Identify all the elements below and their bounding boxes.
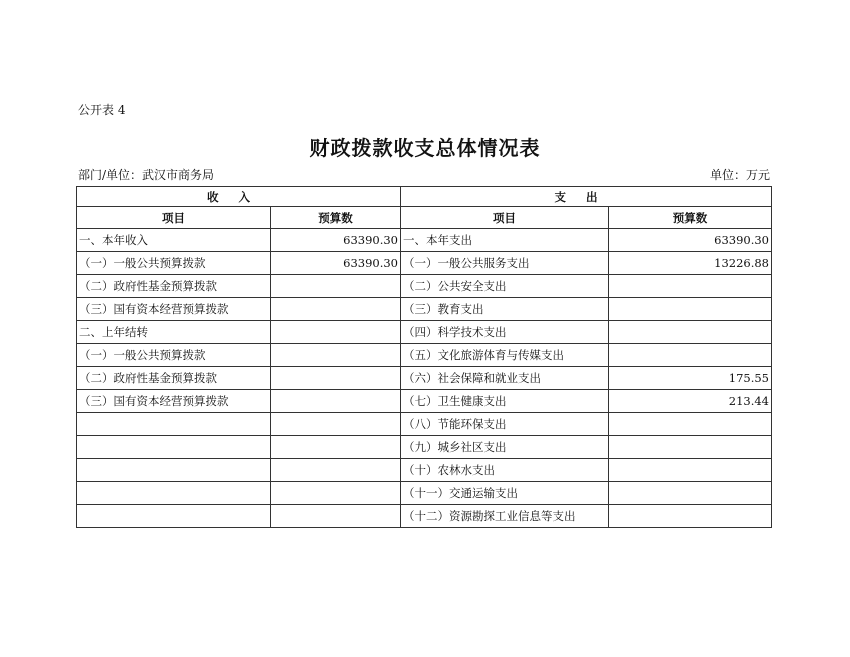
income-amount-cell	[271, 459, 401, 482]
table-row	[77, 252, 772, 275]
table-row	[77, 321, 772, 344]
income-amount-cell	[271, 344, 401, 367]
expense-amount-cell	[609, 482, 772, 505]
expense-item-cell: （十一）交通运输支出	[401, 482, 609, 505]
expense-amount-cell	[609, 459, 772, 482]
income-item-cell: 一、本年收入	[77, 229, 271, 252]
income-item-cell: （三）国有资本经营预算拨款	[77, 390, 271, 413]
budget-table	[76, 186, 772, 528]
expense-item-cell: （十二）资源勘探工业信息等支出	[401, 505, 609, 528]
income-amount-cell	[271, 298, 401, 321]
income-item-col-header: 项目	[77, 207, 271, 229]
income-item-cell	[77, 459, 271, 482]
expense-amount-cell: 13226.88	[609, 252, 772, 275]
table-row	[77, 505, 772, 528]
table-row	[77, 436, 772, 459]
table-row	[77, 459, 772, 482]
income-amount-cell	[271, 367, 401, 390]
income-item-cell: （三）国有资本经营预算拨款	[77, 298, 271, 321]
expense-item-cell: （七）卫生健康支出	[401, 390, 609, 413]
expense-item-cell: （五）文化旅游体育与传媒支出	[401, 344, 609, 367]
expense-item-cell: （八）节能环保支出	[401, 413, 609, 436]
income-item-cell	[77, 413, 271, 436]
income-amount-cell	[271, 436, 401, 459]
income-item-cell: （二）政府性基金预算拨款	[77, 275, 271, 298]
expense-item-cell: （九）城乡社区支出	[401, 436, 609, 459]
expense-item-cell: （六）社会保障和就业支出	[401, 367, 609, 390]
expense-amount-cell: 63390.30	[609, 229, 772, 252]
income-budget-col-header: 预算数	[271, 207, 401, 229]
income-item-cell	[77, 436, 271, 459]
income-item-cell: （二）政府性基金预算拨款	[77, 367, 271, 390]
income-item-cell	[77, 482, 271, 505]
form-number: 公开表 4	[78, 103, 126, 117]
expense-item-cell: （四）科学技术支出	[401, 321, 609, 344]
expense-amount-cell	[609, 413, 772, 436]
expense-item-cell: （一）一般公共服务支出	[401, 252, 609, 275]
income-header: 收入	[77, 187, 401, 207]
expense-amount-cell	[609, 344, 772, 367]
expense-amount-cell	[609, 505, 772, 528]
table-row	[77, 390, 772, 413]
income-amount-cell: 63390.30	[271, 252, 401, 275]
expense-amount-cell: 213.44	[609, 390, 772, 413]
expense-header: 支出	[401, 187, 772, 207]
income-amount-cell	[271, 321, 401, 344]
expense-budget-col-header: 预算数	[609, 207, 772, 229]
income-item-cell: （一）一般公共预算拨款	[77, 252, 271, 275]
income-item-cell	[77, 505, 271, 528]
expense-amount-cell	[609, 321, 772, 344]
income-item-cell: （一）一般公共预算拨款	[77, 344, 271, 367]
expense-item-col-header: 项目	[401, 207, 609, 229]
income-amount-cell	[271, 413, 401, 436]
expense-item-cell: （二）公共安全支出	[401, 275, 609, 298]
table-row	[77, 482, 772, 505]
income-amount-cell	[271, 275, 401, 298]
income-amount-cell	[271, 390, 401, 413]
expense-item-cell: 一、本年支出	[401, 229, 609, 252]
table-row	[77, 275, 772, 298]
expense-item-cell: （十）农林水支出	[401, 459, 609, 482]
income-amount-cell	[271, 505, 401, 528]
income-item-cell: 二、上年结转	[77, 321, 271, 344]
table-row	[77, 298, 772, 321]
table-row	[77, 229, 772, 252]
unit-label: 单位：万元	[709, 168, 770, 182]
expense-amount-cell	[609, 436, 772, 459]
income-amount-cell	[271, 482, 401, 505]
expense-item-cell: （三）教育支出	[401, 298, 609, 321]
expense-amount-cell	[609, 275, 772, 298]
table-row	[77, 367, 772, 390]
table-row	[77, 344, 772, 367]
department-label: 部门/单位：武汉市商务局	[78, 168, 215, 182]
income-amount-cell: 63390.30	[271, 229, 401, 252]
expense-amount-cell	[609, 298, 772, 321]
page-title: 财政拨款收支总体情况表	[309, 136, 541, 160]
table-row	[77, 413, 772, 436]
expense-amount-cell: 175.55	[609, 367, 772, 390]
